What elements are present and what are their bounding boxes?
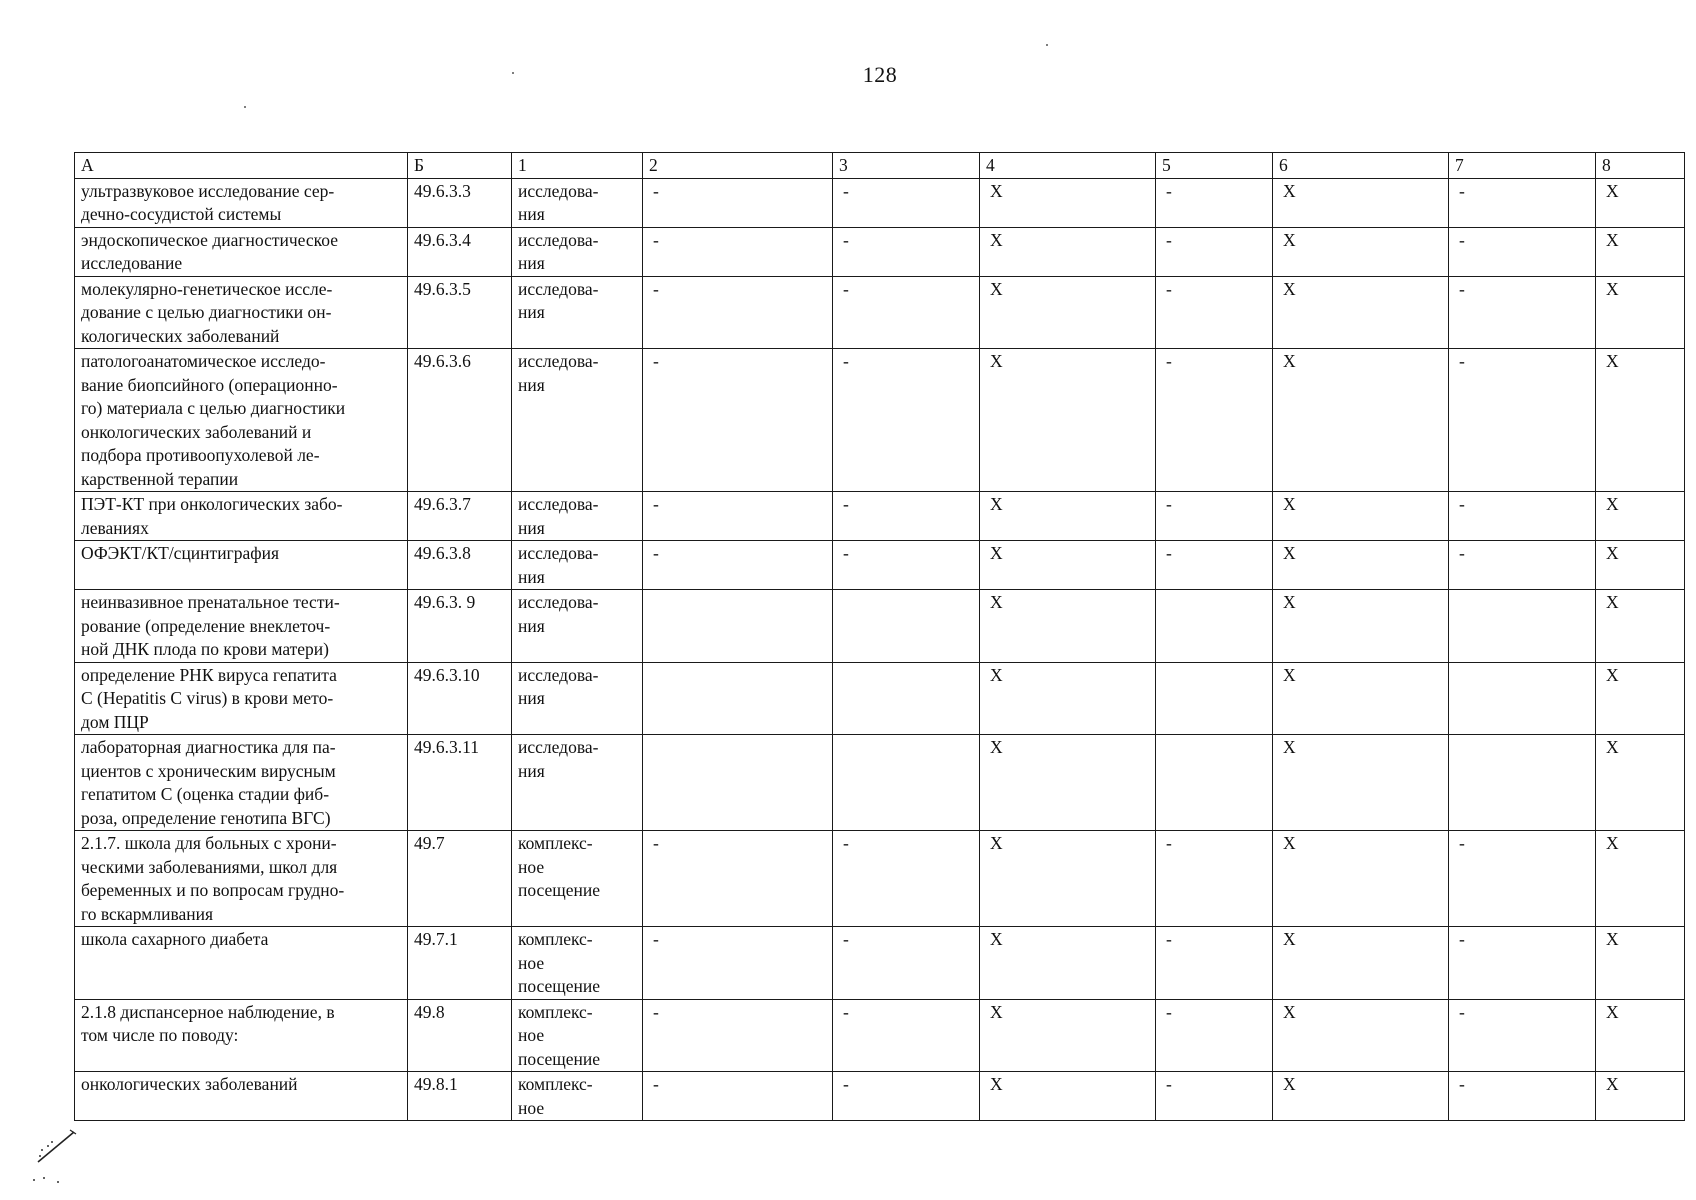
col7-cell: - (1449, 1072, 1596, 1121)
col7-cell (1449, 662, 1596, 735)
unit-cell: комплекс- ное посещение (512, 999, 643, 1072)
col2-cell: - (643, 349, 833, 492)
col5-cell: - (1156, 276, 1273, 349)
col7-cell: - (1449, 349, 1596, 492)
unit-cell: исследова- ния (512, 227, 643, 276)
col7-cell: - (1449, 999, 1596, 1072)
col4-cell: X (980, 927, 1156, 1000)
code-cell: 49.7 (408, 831, 512, 927)
col6-cell: X (1273, 999, 1449, 1072)
col8-cell: X (1596, 735, 1685, 831)
col2-cell (643, 590, 833, 663)
col5-cell (1156, 662, 1273, 735)
col5-cell: - (1156, 831, 1273, 927)
handwritten-mark (30, 1128, 90, 1188)
header-row (75, 153, 1685, 179)
col3-cell: - (833, 276, 980, 349)
col-header-a: А (75, 153, 408, 179)
col2-cell: - (643, 927, 833, 1000)
service-name-cell: эндоскопическое диагностическое исследование (75, 227, 408, 276)
col2-cell: - (643, 999, 833, 1072)
unit-cell: комплекс- ное (512, 1072, 643, 1121)
service-name-cell: определение РНК вируса гепатита C (Hepatitis C virus) в крови мето- дом ПЦР (75, 662, 408, 735)
col4-cell: X (980, 541, 1156, 590)
col6-cell: X (1273, 276, 1449, 349)
service-name-cell: ультразвуковое исследование сер- дечно-сосудистой системы (75, 178, 408, 227)
col8-cell: X (1596, 927, 1685, 1000)
col5-cell: - (1156, 541, 1273, 590)
col8-cell: X (1596, 178, 1685, 227)
col-header-7: 7 (1449, 153, 1596, 179)
unit-cell: исследова- ния (512, 662, 643, 735)
col3-cell: - (833, 1072, 980, 1121)
table-row (75, 927, 1685, 1000)
col5-cell (1156, 590, 1273, 663)
col2-cell (643, 662, 833, 735)
col3-cell: - (833, 541, 980, 590)
col3-cell: - (833, 492, 980, 541)
col7-cell: - (1449, 276, 1596, 349)
col5-cell: - (1156, 492, 1273, 541)
col8-cell: X (1596, 831, 1685, 927)
table-row (75, 178, 1685, 227)
col-header-1: 1 (512, 153, 643, 179)
col5-cell: - (1156, 927, 1273, 1000)
unit-cell: исследова- ния (512, 276, 643, 349)
col6-cell: X (1273, 1072, 1449, 1121)
unit-cell: исследова- ния (512, 349, 643, 492)
col2-cell: - (643, 178, 833, 227)
table-row (75, 590, 1685, 663)
service-name-cell: неинвазивное пренатальное тести- рование (определение внеклеточ- ной ДНК плода по крови матери) (75, 590, 408, 663)
col8-cell: X (1596, 999, 1685, 1072)
col6-cell: X (1273, 662, 1449, 735)
col6-cell: X (1273, 541, 1449, 590)
unit-cell: исследова- ния (512, 178, 643, 227)
col6-cell: X (1273, 590, 1449, 663)
col8-cell: X (1596, 276, 1685, 349)
unit-cell: исследова- ния (512, 541, 643, 590)
col3-cell: - (833, 831, 980, 927)
col2-cell: - (643, 492, 833, 541)
table-row (75, 1072, 1685, 1121)
service-name-cell: ПЭТ-КТ при онкологических забо- леваниях (75, 492, 408, 541)
unit-cell: комплекс- ное посещение (512, 831, 643, 927)
services-table (74, 152, 1685, 1121)
col4-cell: X (980, 590, 1156, 663)
unit-cell: исследова- ния (512, 590, 643, 663)
col4-cell: X (980, 349, 1156, 492)
col8-cell: X (1596, 349, 1685, 492)
col2-cell (643, 735, 833, 831)
col8-cell: X (1596, 492, 1685, 541)
page-number: 128 (862, 62, 898, 87)
service-name-cell: 2.1.8 диспансерное наблюдение, в том числе по поводу: (75, 999, 408, 1072)
col4-cell: X (980, 1072, 1156, 1121)
col8-cell: X (1596, 541, 1685, 590)
code-cell: 49.6.3. 9 (408, 590, 512, 663)
col2-cell: - (643, 1072, 833, 1121)
unit-cell: комплекс- ное посещение (512, 927, 643, 1000)
table-row (75, 831, 1685, 927)
col3-cell (833, 590, 980, 663)
col7-cell: - (1449, 831, 1596, 927)
col3-cell: - (833, 927, 980, 1000)
col4-cell: X (980, 276, 1156, 349)
table-row (75, 999, 1685, 1072)
scan-speck (512, 72, 514, 74)
col4-cell: X (980, 662, 1156, 735)
table-row (75, 662, 1685, 735)
col7-cell: - (1449, 227, 1596, 276)
col3-cell: - (833, 178, 980, 227)
unit-cell: исследова- ния (512, 735, 643, 831)
col4-cell: X (980, 227, 1156, 276)
table-row (75, 492, 1685, 541)
col5-cell: - (1156, 227, 1273, 276)
col8-cell: X (1596, 227, 1685, 276)
service-name-cell: патологоанатомическое исследо- вание биопсийного (операционно- го) материала с целью диагностики онкологических заболеваний и подбора противоопухолевой ле- карственной терапии (75, 349, 408, 492)
col7-cell: - (1449, 541, 1596, 590)
col7-cell: - (1449, 178, 1596, 227)
col2-cell: - (643, 227, 833, 276)
col2-cell: - (643, 831, 833, 927)
scan-speck (1046, 44, 1048, 46)
col6-cell: X (1273, 831, 1449, 927)
col-header-6: 6 (1273, 153, 1449, 179)
col5-cell (1156, 735, 1273, 831)
col-header-3: 3 (833, 153, 980, 179)
service-name-cell: ОФЭКТ/КТ/сцинтиграфия (75, 541, 408, 590)
col2-cell: - (643, 276, 833, 349)
col4-cell: X (980, 178, 1156, 227)
code-cell: 49.8.1 (408, 1072, 512, 1121)
col7-cell: - (1449, 492, 1596, 541)
col8-cell: X (1596, 662, 1685, 735)
col3-cell: - (833, 349, 980, 492)
table-row (75, 735, 1685, 831)
service-name-cell: школа сахарного диабета (75, 927, 408, 1000)
col6-cell: X (1273, 492, 1449, 541)
code-cell: 49.6.3.5 (408, 276, 512, 349)
col3-cell: - (833, 999, 980, 1072)
service-name-cell: 2.1.7. школа для больных с хрони- ческими заболеваниями, школ для беременных и по вопросам грудно- го вскармливания (75, 831, 408, 927)
col6-cell: X (1273, 735, 1449, 831)
code-cell: 49.6.3.7 (408, 492, 512, 541)
col3-cell: - (833, 227, 980, 276)
col3-cell (833, 735, 980, 831)
code-cell: 49.6.3.3 (408, 178, 512, 227)
code-cell: 49.7.1 (408, 927, 512, 1000)
col6-cell: X (1273, 349, 1449, 492)
col4-cell: X (980, 831, 1156, 927)
col-header-8: 8 (1596, 153, 1685, 179)
col4-cell: X (980, 492, 1156, 541)
table-row (75, 276, 1685, 349)
col7-cell: - (1449, 927, 1596, 1000)
col5-cell: - (1156, 1072, 1273, 1121)
col6-cell: X (1273, 927, 1449, 1000)
table-row (75, 227, 1685, 276)
scan-speck (244, 106, 246, 108)
code-cell: 49.6.3.6 (408, 349, 512, 492)
code-cell: 49.6.3.11 (408, 735, 512, 831)
col-header-2: 2 (643, 153, 833, 179)
service-name-cell: онкологических заболеваний (75, 1072, 408, 1121)
col7-cell (1449, 590, 1596, 663)
col2-cell: - (643, 541, 833, 590)
col5-cell: - (1156, 999, 1273, 1072)
service-name-cell: лабораторная диагностика для па- циентов с хроническим вирусным гепатитом С (оценка стадии фиб- роза, определение генотипа ВГС) (75, 735, 408, 831)
col4-cell: X (980, 735, 1156, 831)
col5-cell: - (1156, 178, 1273, 227)
code-cell: 49.8 (408, 999, 512, 1072)
table-row (75, 541, 1685, 590)
col-header-4: 4 (980, 153, 1156, 179)
col6-cell: X (1273, 178, 1449, 227)
code-cell: 49.6.3.10 (408, 662, 512, 735)
code-cell: 49.6.3.4 (408, 227, 512, 276)
service-name-cell: молекулярно-генетическое иссле- дование с целью диагностики он- кологических заболеваний (75, 276, 408, 349)
col7-cell (1449, 735, 1596, 831)
table-body (75, 178, 1685, 1121)
table-row (75, 349, 1685, 492)
col5-cell: - (1156, 349, 1273, 492)
col-header-b: Б (408, 153, 512, 179)
col3-cell (833, 662, 980, 735)
col4-cell: X (980, 999, 1156, 1072)
col8-cell: X (1596, 1072, 1685, 1121)
col6-cell: X (1273, 227, 1449, 276)
unit-cell: исследова- ния (512, 492, 643, 541)
col-header-5: 5 (1156, 153, 1273, 179)
code-cell: 49.6.3.8 (408, 541, 512, 590)
col8-cell: X (1596, 590, 1685, 663)
